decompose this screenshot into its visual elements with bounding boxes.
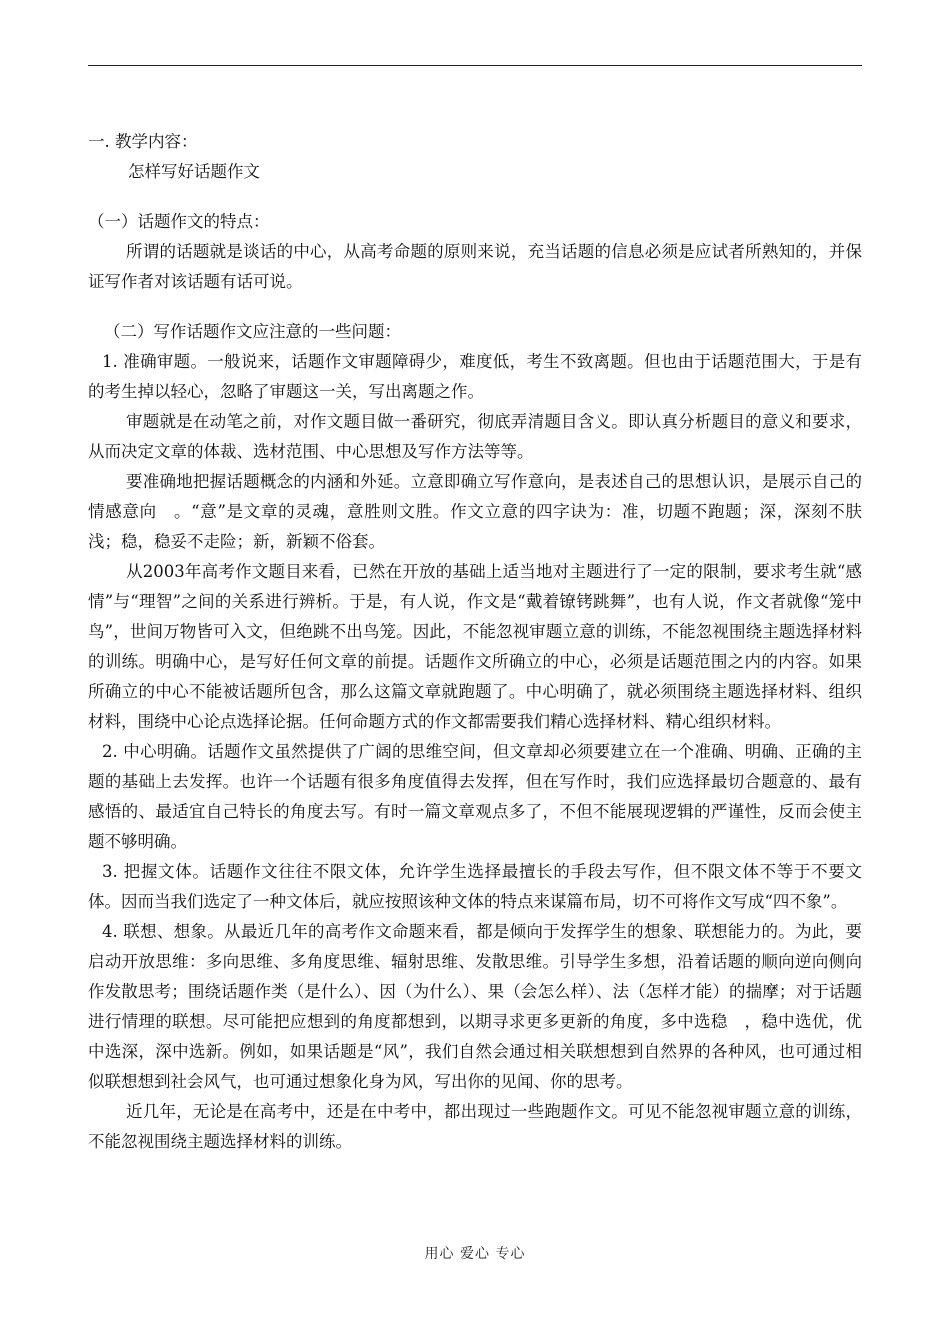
item-2-clear-center: 2. 中心明确。话题作文虽然提供了广阔的思维空间，但文章却必须要建立在一个准确、明确、正确的主题的基础上去发挥。也许一个话题有很多角度值得去发挥，但在写作时，我们应选择最切合题意的、最有感悟的、最适宜自己特长的角度去写。有时一篇文章观点多了，不但不能展现逻辑的严谨性，反而会使主题不够明确。 <box>88 742 862 851</box>
document-body <box>88 127 862 1157</box>
page-footer: 用心 爱心 专心 <box>424 1246 526 1262</box>
part1-heading: （一）话题作文的特点： <box>88 212 270 231</box>
part1-paragraph: 所谓的话题就是谈话的中心，从高考命题的原则来说，充当话题的信息必须是应试者所熟知的，并保证写作者对该话题有话可说。 <box>88 242 862 291</box>
spacer <box>88 187 862 207</box>
document-title: 怎样写好话题作文 <box>128 162 260 181</box>
item-1-paragraph-3: 要准确地把握话题概念的内涵和外延。立意即确立写作意向，是表述自己的思想认识，是展示自己的情感意向 。“意”是文章的灵魂，意胜则文胜。作文立意的四字诀为：准，切题不跑题；深，深刻不肤浅；稳，稳妥不走险；新，新颖不俗套。 <box>88 472 862 551</box>
item-1-accurate-topic: 1. 准确审题。一般说来，话题作文审题障碍少，难度低，考生不致离题。但也由于话题范围大，于是有的考生掉以轻心，忽略了审题这一关，写出离题之作。 <box>88 352 862 401</box>
header-rule <box>88 65 862 66</box>
item-4-imagination: 4. 联想、想象。从最近几年的高考作文命题来看，都是倾向于发挥学生的想象、联想能力的。为此，要启动开放思维：多向思维、多角度思维、辐射思维、发散思维。引导学生多想，沿着话题的顺向逆向侧向作发散思考；围绕话题作类（是什么）、因（为什么）、果（会怎么样）、法（怎样才能）的揣摩；对于话题进行情理的联想。尽可能把应想到的角度都想到，以期寻求更多更新的角度，多中选稳 ，稳中选优，优中选深，深中选新。例如，如果话题是“风”，我们自然会通过相关联想想到自然界的各种风，也可通过相似联想想到社会风气，也可通过想象化身为风，写出你的见闻、你的思考。 <box>88 922 862 1091</box>
closing-paragraph: 近几年，无论是在高考中，还是在中考中，都出现过一些跑题作文。可见不能忽视审题立意的训练，不能忽视围绕主题选择材料的训练。 <box>88 1102 862 1151</box>
part2-heading: （二）写作话题作文应注意的一些问题： <box>104 322 401 341</box>
item-1-paragraph-4: 从2003年高考作文题目来看，已然在开放的基础上适当地对主题进行了一定的限制，要求考生就“感情”与“理智”之间的关系进行辨析。于是，有人说，作文是“戴着镣铐跳舞”，也有人说，作文者就像“笼中鸟”，世间万物皆可入文，但绝跳不出鸟笼。因此，不能忽视审题立意的训练，不能忽视围绕主题选择材料的训练。明确中心，是写好任何文章的前提。话题作文所确立的中心，必须是话题范围之内的内容。如果所确立的中心不能被话题所包含，那么这篇文章就跑题了。中心明确了，就必须围绕主题选择材料、组织材料，围绕中心论点选择论据。任何命题方式的作文都需要我们精心选择材料、精心组织材料。 <box>88 562 862 731</box>
item-1-paragraph-2: 审题就是在动笔之前，对作文题目做一番研究，彻底弄清题目含义。即认真分析题目的意义和要求，从而决定文章的体裁、选材范围、中心思想及写作方法等等。 <box>88 412 862 461</box>
spacer <box>88 297 862 317</box>
section-label: 一. 教学内容： <box>88 132 198 151</box>
item-3-genre: 3. 把握文体。话题作文往往不限文体，允许学生选择最擅长的手段去写作，但不限文体不等于不要文体。因而当我们选定了一种文体后，就应按照该种文体的特点来谋篇布局，切不可将作文写成“四不象”。 <box>88 862 862 911</box>
